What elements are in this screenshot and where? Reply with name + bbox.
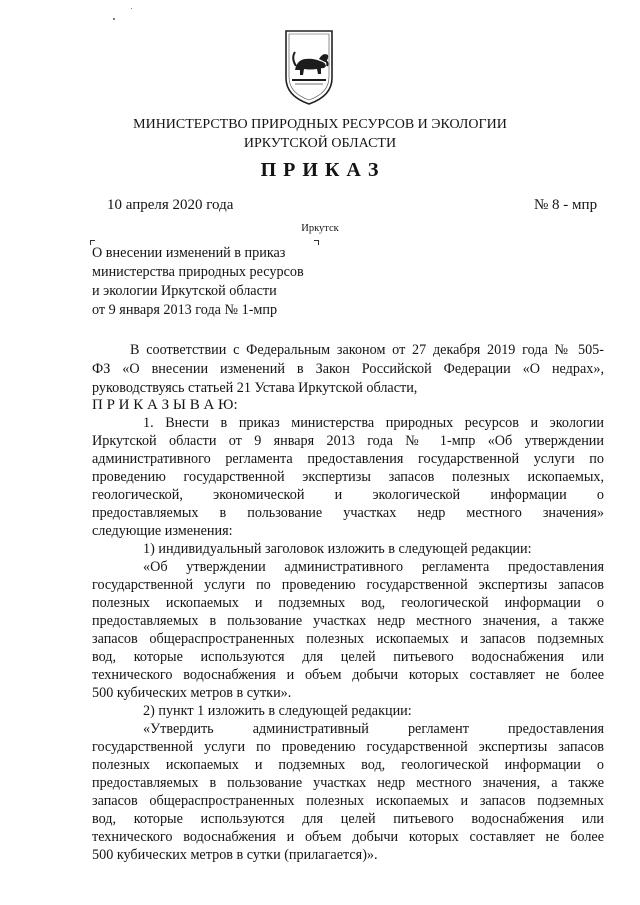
order-verb: П Р И К А З Ы В А Ю: (92, 397, 238, 413)
body-line: запасов общераспространенных полезных ископаемых и запасов подземных (92, 793, 604, 809)
body-line: административного регламента предоставления государственной услуги по (92, 451, 604, 467)
subject-line: от 9 января 2013 года № 1-мпр (92, 302, 278, 318)
body-line: полезных ископаемых и подземных вод, геологической информации о (92, 757, 604, 773)
subject-line: О внесении изменений в приказ (92, 245, 286, 261)
body-line: 1. Внести в приказ министерства природных ресурсов и экологии (143, 415, 604, 431)
body-line: вод, которые используются для целей питьевого водоснабжения или (92, 811, 604, 827)
order-date: 10 апреля 2020 года (107, 197, 234, 213)
body-line: В соответствии с Федеральным законом от 27 декабря 2019 года № 505- (130, 342, 604, 358)
body-line: геологической, экономической и экологической информации о (92, 487, 604, 503)
body-line: 500 кубических метров в сутки». (92, 685, 292, 701)
body-line: 1) индивидуальный заголовок изложить в следующей редакции: (143, 541, 532, 557)
body-line: полезных ископаемых и подземных вод, геологической информации о (92, 595, 604, 611)
body-line: вод, которые используются для целей питьевого водоснабжения или (92, 649, 604, 665)
ministry-name-line2: ИРКУТСКОЙ ОБЛАСТИ (243, 136, 397, 151)
scan-speck (131, 8, 132, 9)
body-line: «Об утверждении административного регламента предоставления (143, 559, 604, 575)
ministry-name-line1: МИНИСТЕРСТВО ПРИРОДНЫХ РЕСУРСОВ И ЭКОЛОГИИ (133, 117, 507, 132)
body-line: руководствуясь статьей 21 Устава Иркутской области, (92, 380, 418, 396)
body-line: проведению государственной экспертизы запасов полезных ископаемых, (92, 469, 604, 485)
subject-bracket-right (314, 240, 319, 245)
body-line: предоставляемых в пользование участках недр местного значения, а также (92, 613, 604, 629)
body-line: Иркутской области от 9 января 2013 года № 1-мпр «Об утверждении (92, 433, 604, 449)
body-line: предоставляемых в пользование участках недр местного значения» (92, 505, 604, 521)
body-line: предоставляемых в пользование участках недр местного значения, а также (92, 775, 604, 791)
body-line: государственной услуги по проведению государственной экспертизы запасов (92, 739, 604, 755)
body-line: технического водоснабжения и объем добычи которых составляет не более (92, 829, 604, 845)
order-number: № 8 - мпр (534, 197, 598, 213)
city-name: Иркутск (301, 223, 339, 234)
body-line: 500 кубических метров в сутки (прилагается)». (92, 847, 378, 863)
subject-line: и экологии Иркутской области (92, 283, 277, 299)
scan-speck (113, 18, 115, 20)
body-line: государственной услуги по проведению государственной экспертизы запасов (92, 577, 604, 593)
subject-line: министерства природных ресурсов (92, 264, 304, 280)
body-line: технического водоснабжения и объем добычи которых составляет не более (92, 667, 604, 683)
body-line: следующие изменения: (92, 523, 233, 539)
body-line: ФЗ «О внесении изменений в Закон Российской Федерации «О недрах», (92, 361, 604, 377)
body-line: 2) пункт 1 изложить в следующей редакции: (143, 703, 412, 719)
coat-of-arms-icon (283, 28, 335, 106)
document-title: П Р И К А З (260, 159, 380, 181)
body-line: «Утвердить административный регламент предоставления (143, 721, 604, 737)
body-line: запасов общераспространенных полезных ископаемых и запасов подземных (92, 631, 604, 647)
